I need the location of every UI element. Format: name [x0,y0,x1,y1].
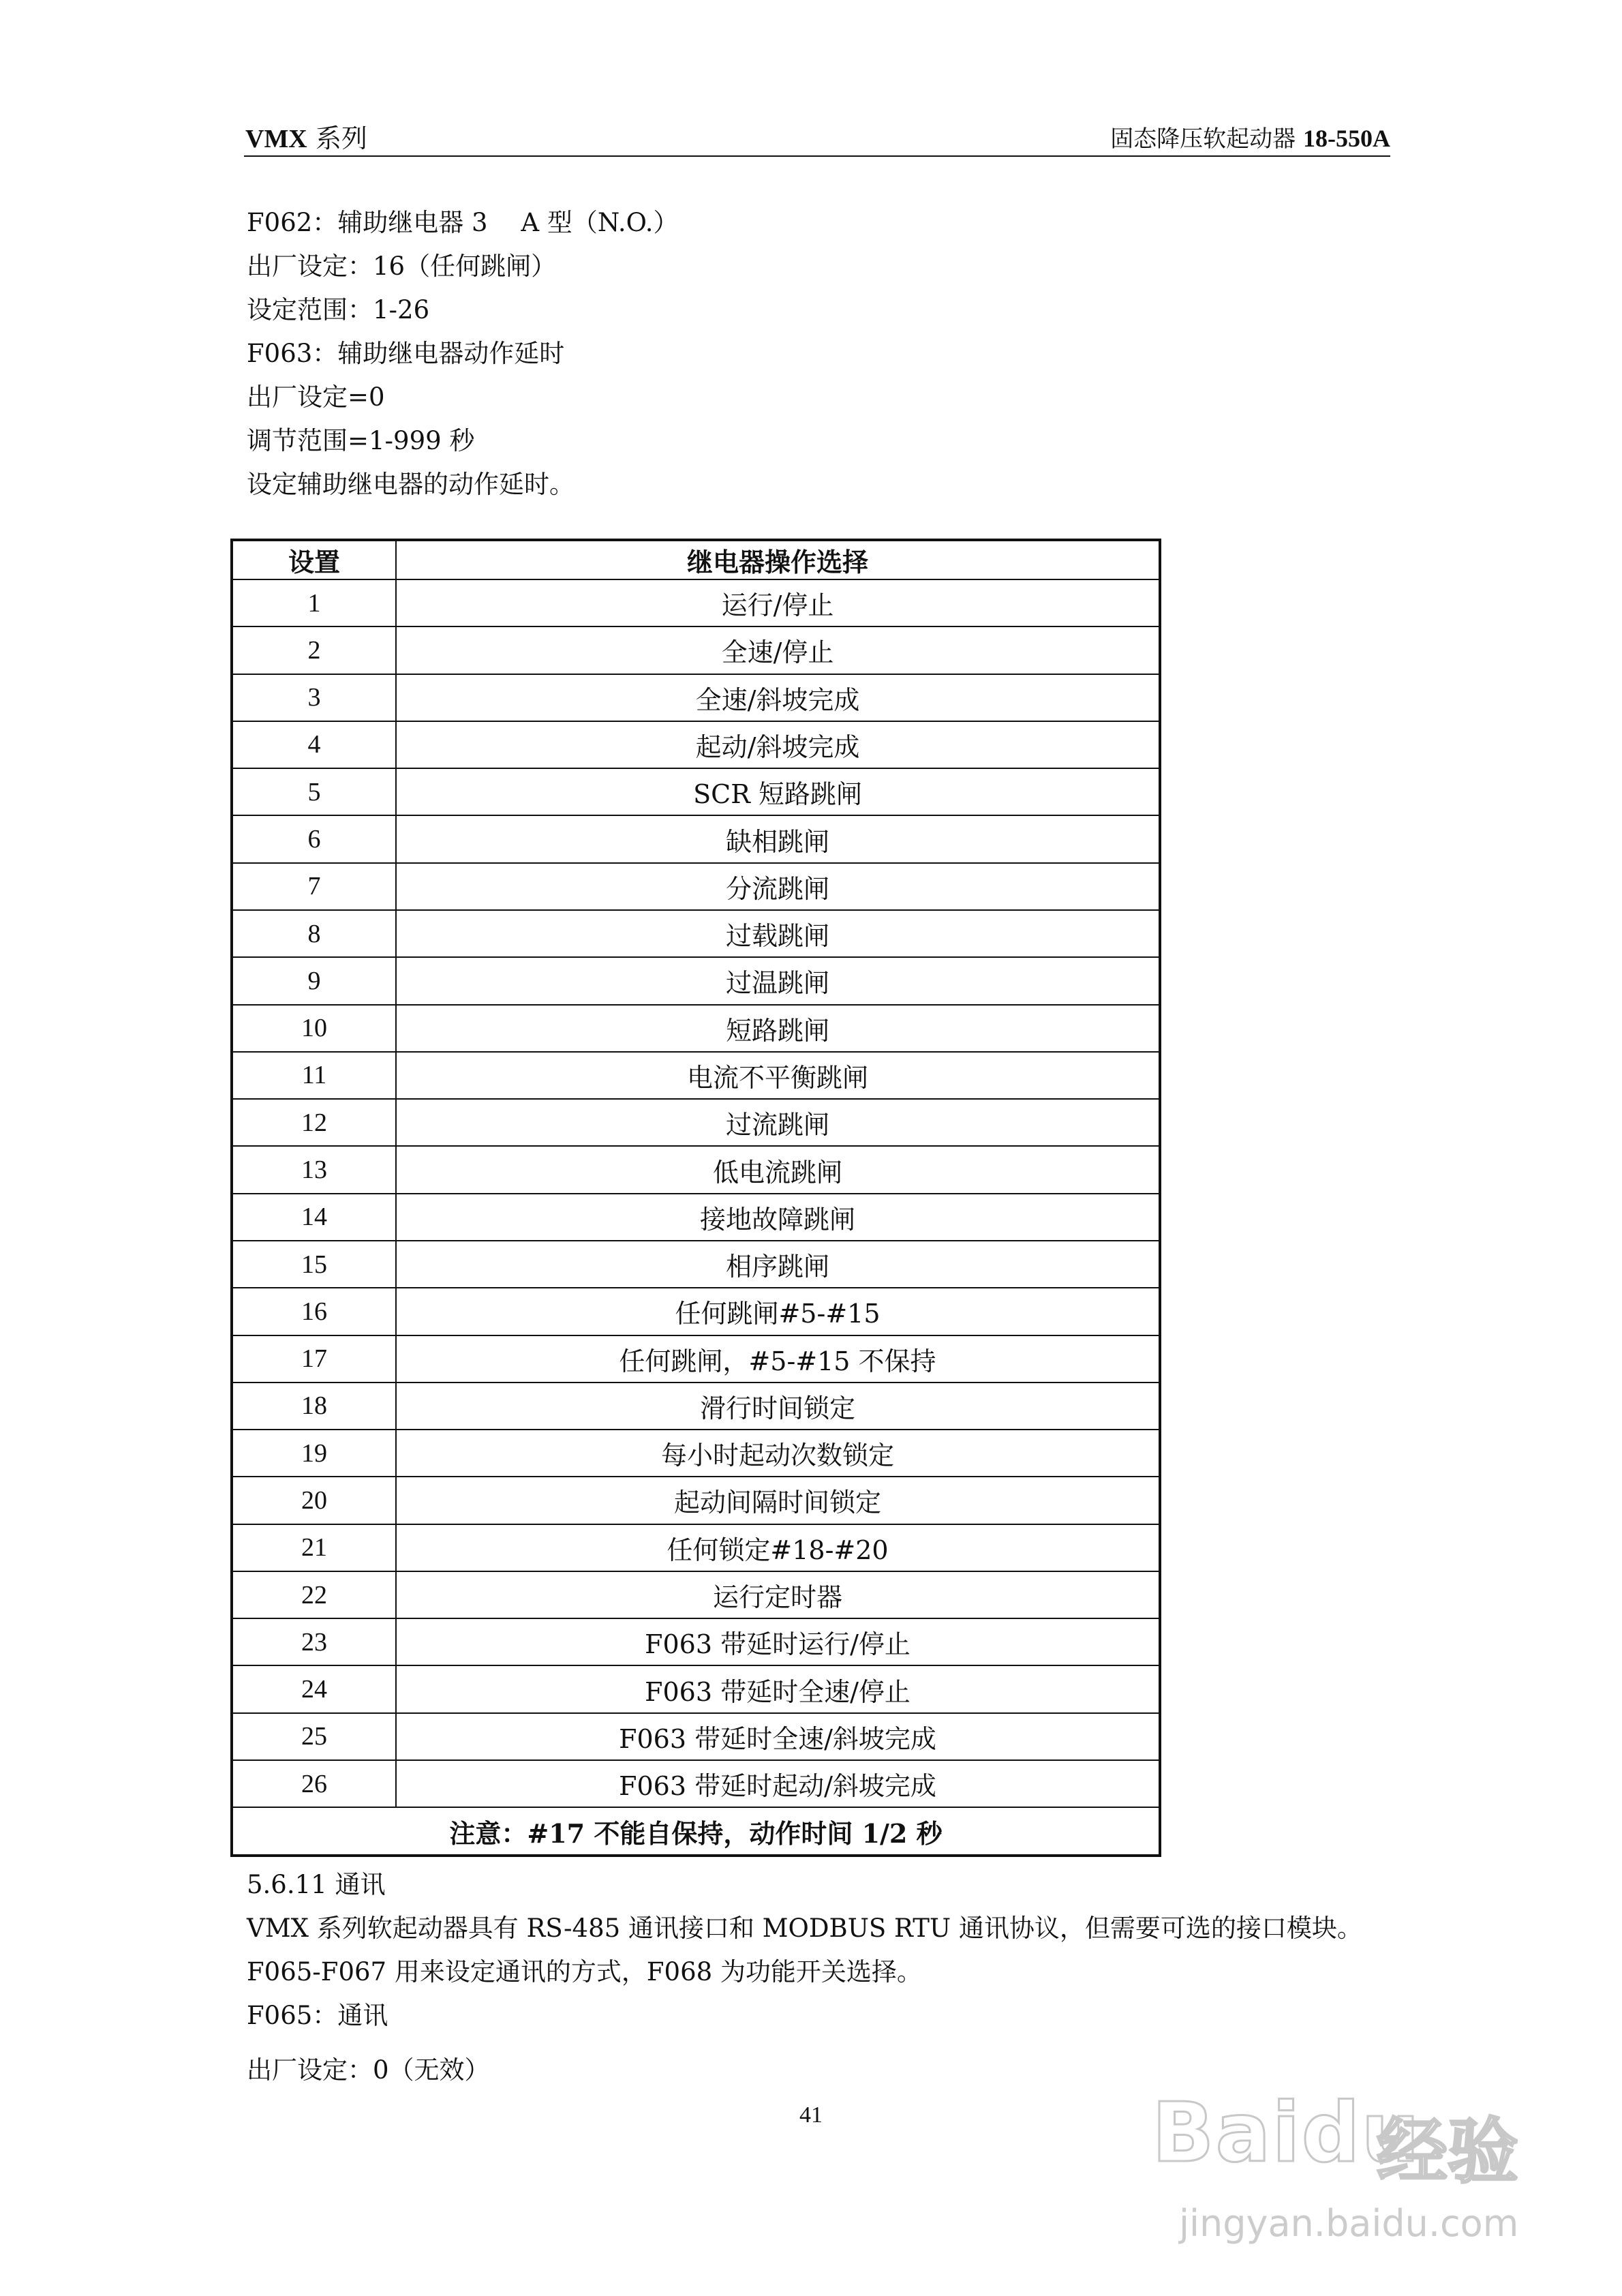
setting-cell: 22 [232,1571,396,1618]
setting-cell: 8 [232,910,396,957]
setting-cell: 10 [232,1005,396,1052]
operation-cell: 分流跳闸 [396,863,1160,910]
communication-paragraph: VMX 系列软起动器具有 RS-485 通讯接口和 MODBUS RTU 通讯协议，但需要可选的接口模块。 [247,1914,1362,1943]
table-row [232,815,1160,862]
param-f063-title: F063：辅助继电器动作延时 [247,339,565,368]
setting-cell: 21 [232,1524,396,1571]
header-series: VMX 系列 [245,123,367,153]
header-product: 固态降压软起动器 18-550A [1110,125,1390,153]
setting-cell: 23 [232,1618,396,1665]
column-header-operation: 继电器操作选择 [396,540,1160,579]
setting-cell: 26 [232,1760,396,1807]
param-f062-default: 出厂设定：16（任何跳闸） [247,252,557,281]
operation-cell: 缺相跳闸 [396,815,1160,862]
operation-cell: 全速/停止 [396,626,1160,674]
param-f062-range: 设定范围：1-26 [247,295,430,324]
operation-cell: 任何跳闸#5-#15 [396,1288,1160,1335]
operation-cell: 电流不平衡跳闸 [396,1052,1160,1099]
baidu-jingyan-watermark [1152,2086,1533,2263]
operation-cell: 运行/停止 [396,579,1160,626]
param-f063-default: 出厂设定=0 [247,382,385,412]
setting-cell: 15 [232,1241,396,1288]
table-row [232,1477,1160,1524]
watermark-url: jingyan.baidu.com [1179,2202,1519,2245]
operation-cell: 过温跳闸 [396,957,1160,1004]
setting-cell: 13 [232,1146,396,1193]
operation-cell: F063 带延时全速/斜坡完成 [396,1713,1160,1760]
table-row [232,721,1160,768]
setting-cell: 11 [232,1052,396,1099]
operation-cell: 起动间隔时间锁定 [396,1477,1160,1524]
table-row [232,1571,1160,1618]
operation-cell: 起动/斜坡完成 [396,721,1160,768]
setting-cell: 4 [232,721,396,768]
table-row [232,1241,1160,1288]
table-row [232,910,1160,957]
relay-options-table [230,539,1161,1857]
table-row [232,579,1160,626]
setting-cell: 24 [232,1665,396,1712]
param-f065-title: F065：通讯 [247,2001,388,2030]
setting-cell: 20 [232,1477,396,1524]
param-f063-desc: 设定辅助继电器的动作延时。 [247,470,575,499]
setting-cell: 19 [232,1430,396,1477]
table-row [232,1335,1160,1383]
operation-cell: 运行定时器 [396,1571,1160,1618]
setting-cell: 2 [232,626,396,674]
table-row [232,863,1160,910]
setting-cell: 14 [232,1194,396,1241]
setting-cell: 25 [232,1713,396,1760]
operation-cell: 低电流跳闸 [396,1146,1160,1193]
header-divider [244,155,1390,157]
setting-cell: 18 [232,1383,396,1430]
operation-cell: F063 带延时全速/停止 [396,1665,1160,1712]
table-row [232,1524,1160,1571]
param-f063-range: 调节范围=1-999 秒 [247,426,475,455]
table-row [232,1005,1160,1052]
operation-cell: 过载跳闸 [396,910,1160,957]
operation-cell: SCR 短路跳闸 [396,768,1160,815]
section-heading-communication: 5.6.11 通讯 [247,1870,386,1899]
table-row [232,1288,1160,1335]
table-row [232,1665,1160,1712]
operation-cell: 任何锁定#18-#20 [396,1524,1160,1571]
table-row [232,1430,1160,1477]
table-row [232,1194,1160,1241]
table-row [232,1099,1160,1146]
table-note: 注意：#17 不能自保持，动作时间 1/2 秒 [232,1807,1160,1856]
setting-cell: 9 [232,957,396,1004]
table-header-row [232,540,1160,579]
setting-cell: 16 [232,1288,396,1335]
operation-cell: 接地故障跳闸 [396,1194,1160,1241]
setting-cell: 6 [232,815,396,862]
operation-cell: 全速/斜坡完成 [396,674,1160,721]
table-row [232,1383,1160,1430]
table-row [232,1760,1160,1807]
setting-cell: 7 [232,863,396,910]
operation-cell: F063 带延时运行/停止 [396,1618,1160,1665]
table-row [232,1052,1160,1099]
page-number: 41 [799,2102,823,2128]
table-row [232,957,1160,1004]
operation-cell: F063 带延时起动/斜坡完成 [396,1760,1160,1807]
setting-cell: 3 [232,674,396,721]
table-row [232,768,1160,815]
operation-cell: 滑行时间锁定 [396,1383,1160,1430]
watermark-brand-cn: 经验 [1377,2110,1519,2193]
setting-cell: 5 [232,768,396,815]
operation-cell: 任何跳闸，#5-#15 不保持 [396,1335,1160,1383]
param-f062-title: F062：辅助继电器 3 A 型（N.O.） [247,208,679,237]
param-f065-default: 出厂设定：0（无效） [247,2055,490,2085]
table-row [232,626,1160,674]
operation-cell: 相序跳闸 [396,1241,1160,1288]
watermark-brand: Baidu [1152,2086,1421,2181]
communication-paragraph-2: F065-F067 用来设定通讯的方式，F068 为功能开关选择。 [247,1957,922,1987]
operation-cell: 短路跳闸 [396,1005,1160,1052]
table-row [232,1146,1160,1193]
setting-cell: 17 [232,1335,396,1383]
operation-cell: 每小时起动次数锁定 [396,1430,1160,1477]
column-header-setting: 设置 [232,540,396,579]
table-note-row [232,1807,1160,1856]
setting-cell: 1 [232,579,396,626]
operation-cell: 过流跳闸 [396,1099,1160,1146]
table-row [232,1713,1160,1760]
table-row [232,674,1160,721]
table-row [232,1618,1160,1665]
setting-cell: 12 [232,1099,396,1146]
